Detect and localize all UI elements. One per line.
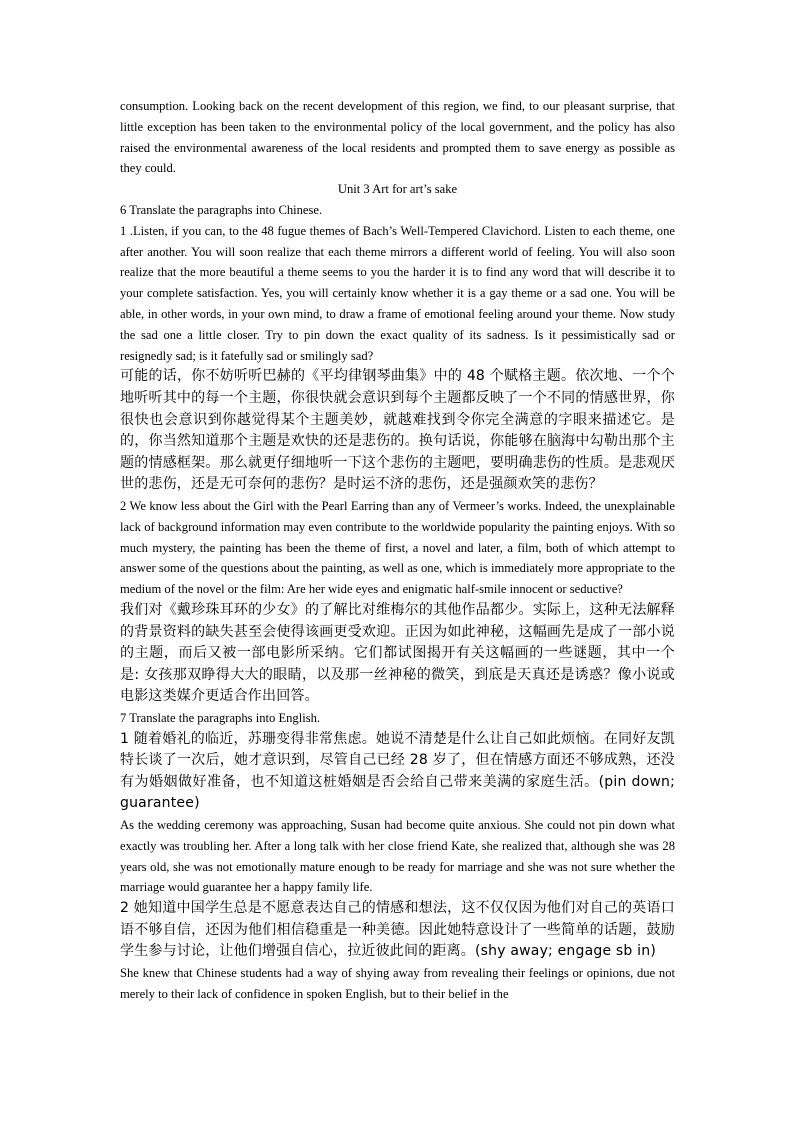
exercise-6-passage-1-chinese: 可能的话，你不妨听听巴赫的《平均律钢琴曲集》中的 48 个赋格主题。依次地、一个个地听听其中的每一个主题，你很快就会意识到每个主题都反映了一个不同的情感世界，你很快也会意识到你越觉得某个主题美妙，就越难找到令你完全满意的字眼来描述它。是的，你当然知道那个主题是欢快的还是悲伤的。换句话说，你能够在脑海中勾勒出那个主题的情感框架。那么就更仔细地听一下这个悲伤的主题吧，要明确悲伤的性质。是悲观厌世的悲伤，还是无可奈何的悲伤？是时运不济的悲伤，还是强颜欢笑的悲伤？ <box>120 368 675 493</box>
exercise-7-passage-1-english: As the wedding ceremony was approaching, Susan had become quite anxious. She could not pin down what exactly was troubling her. After a long talk with her close friend Kate, she realized that, although she was 28 years old, she was not emotionally mature enough to be ready for marriage and she was not sure whether the marriage would guarantee her a happy family life. <box>120 818 675 895</box>
exercise-7-passage-2-chinese: 2 她知道中国学生总是不愿意表达自己的情感和想法，这不仅仅因为他们对自己的英语口语不够自信，还因为他们相信稳重是一种美德。因此她特意设计了一些简单的话题，鼓励学生参与讨论，让他们增强自信心，拉近彼此间的距离。(shy away; engage sb in) <box>120 900 675 960</box>
exercise-7-passage-2-english: She knew that Chinese students had a way of shying away from revealing their feelings or opinions, due not merely to their lack of confidence in spoken English, but to their belief in the <box>120 966 675 1001</box>
exercise-6-passage-1-english: 1 .Listen, if you can, to the 48 fugue themes of Bach’s Well-Tempered Clavichord. Listen to each theme, one after another. You will soon realize that each theme mirrors a different world of feeling. You will also soon realize that the more beautiful a theme seems to you the harder it is to find any word that will describe it to your complete satisfaction. Yes, you will certainly know whether it is a gay theme or a sad one. You will be able, in other words, in your own mind, to draw a frame of emotional feeling around your theme. Now study the sad one a little closer. Try to pin down the exact quality of its sadness. Is it pessimistically sad or resignedly sad; is it fatefully sad or smilingly sad? <box>120 223 675 363</box>
unit-heading: Unit 3 Art for art’s sake <box>337 182 458 197</box>
exercise-6-label: 6 Translate the paragraphs into Chinese. <box>120 202 323 217</box>
exercise-7-label: 7 Translate the paragraphs into English. <box>120 710 321 725</box>
exercise-6-passage-2-english: 2 We know less about the Girl with the Pearl Earring than any of Vermeer’s works. Indeed, the unexplainable lack of background information may even contribute to the worldwide popularity the painting enjoys. With so much mystery, the painting has been the theme of first, a novel and later, a film, both of which attempt to answer some of the questions about the painting, as well as one, which is immediately more appropriate to the medium of the novel or the film: Are her wide eyes and enigmatic half-smile innocent or seductive? <box>120 498 675 597</box>
exercise-7-passage-1-chinese: 1 随着婚礼的临近，苏珊变得非常焦虑。她说不清楚是什么让自己如此烦恼。在同好友凯特长谈了一次后，她才意识到，尽管自己已经 28 岁了，但在情感方面还不够成熟，还没有为婚姻做好准备，也不知道这桩婚姻是否会给自己带来美满的家庭生活。(pin down; guarantee) <box>120 730 675 812</box>
exercise-6-passage-2-chinese: 我们对《戴珍珠耳环的少女》的了解比对维梅尔的其他作品都少。实际上，这种无法解释的背景资料的缺失甚至会使得该画更受欢迎。正因为如此神秘，这幅画先是成了一部小说的主题，而后又被一部电影所采纳。它们都试图揭开有关这幅画的一些谜题，其中一个是: 女孩那双睁得大大的眼睛，以及那一丝神秘的微笑，到底是天真还是诱惑？像小说或电影这类媒介更适合作出回答。 <box>120 601 675 705</box>
document-body <box>120 96 675 1005</box>
paragraph-continuation: consumption. Looking back on the recent development of this region, we find, to our pleasant surprise, that little exception has been taken to the environmental policy of the local government, and the policy has also raised the environmental awareness of the local residents and prompted them to save energy as possible as they could. <box>120 99 675 176</box>
